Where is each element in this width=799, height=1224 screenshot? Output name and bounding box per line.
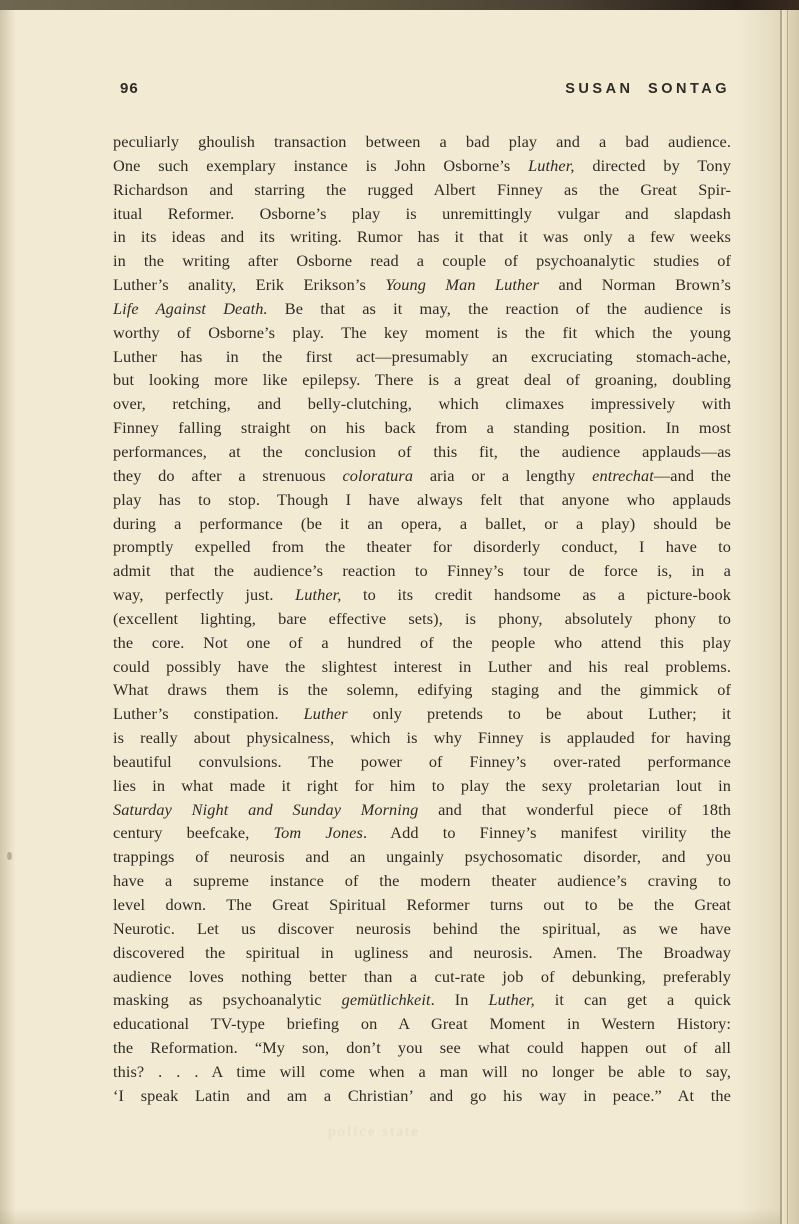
book-page-edges	[782, 10, 799, 1224]
bottom-edge-shade	[0, 1208, 782, 1224]
text-line: trappings of neurosis and an ungainly psychosomatic disorder, and you	[113, 847, 731, 867]
text-line: One such exemplary instance is John Osborne’s Luther, directed by Tony	[113, 155, 731, 175]
text-line: Finney falling straight on his back from a standing position. In most	[113, 418, 731, 438]
text-line: in the writing after Osborne read a couple of psychoanalytic studies of	[113, 251, 731, 271]
text-line: over, retching, and belly-clutching, which climaxes impressively with	[113, 394, 731, 414]
page-number: 96	[120, 80, 139, 97]
text-line: way, perfectly just. Luther, to its credit handsome as a picture-book	[113, 585, 731, 605]
scan-speck	[7, 852, 12, 860]
text-line: Neurotic. Let us discover neurosis behind the spiritual, as we have	[113, 918, 731, 938]
text-line: they do after a strenuous coloratura aria or a lengthy entrechat—and the	[113, 465, 732, 485]
text-line: Richardson and starring the rugged Albert Finney as the Great Spir-	[113, 179, 731, 199]
text-line: admit that the audience’s reaction to Finney’s tour de force is, in a	[113, 561, 731, 581]
text-line: What draws them is the solemn, edifying staging and the gimmick of	[113, 680, 731, 700]
page-curve-shadow	[738, 10, 780, 1224]
text-line: play has to stop. Though I have always felt that anyone who applauds	[113, 489, 731, 509]
text-line: ‘I speak Latin and am a Christian’ and go his way in peace.” At the	[113, 1085, 731, 1105]
text-line: (excellent lighting, bare effective sets), is phony, absolutely phony to	[113, 608, 731, 628]
body-text-block	[113, 130, 731, 1108]
text-line: this? . . . A time will come when a man will no longer be able to say,	[113, 1061, 731, 1081]
text-line: Life Against Death. Be that as it may, the reaction of the audience is	[113, 298, 731, 318]
text-line: in its ideas and its writing. Rumor has it that it was only a few weeks	[113, 227, 731, 247]
text-line: but looking more like epilepsy. There is a great deal of groaning, doubling	[113, 370, 731, 390]
text-line: peculiarly ghoulish transaction between a bad play and a bad audience.	[113, 132, 731, 151]
running-head	[120, 80, 730, 97]
text-line: level down. The Great Spiritual Reformer turns out to be the Great	[113, 895, 731, 914]
left-edge-shade	[0, 10, 16, 1224]
text-line: Luther’s anality, Erik Erikson’s Young Man Luther and Norman Brown’s	[113, 275, 731, 295]
text-line: the Reformation. “My son, don’t you see what could happen out of all	[113, 1038, 731, 1058]
text-line: itual Reformer. Osborne’s play is unremittingly vulgar and slapdash	[113, 203, 731, 223]
text-line: performances, at the conclusion of this fit, the audience applauds—as	[113, 441, 731, 461]
running-header-author: SUSAN SONTAG	[565, 81, 730, 97]
text-line: discovered the spiritual in ugliness and neurosis. Amen. The Broadway	[113, 942, 731, 962]
text-line: masking as psychoanalytic gemütlichkeit. In Luther, it can get a quick	[113, 990, 731, 1010]
text-line: have a supreme instance of the modern theater audience’s craving to	[113, 871, 731, 891]
text-line: worthy of Osborne’s play. The key moment is the fit which the young	[113, 322, 731, 342]
text-line: is really about physicalness, which is why Finney is applauded for having	[113, 728, 731, 748]
text-line: educational TV-type briefing on A Great Moment in Western History:	[113, 1014, 731, 1034]
text-line: Luther has in the first act—presumably an excruciating stomach-ache,	[113, 346, 731, 366]
text-line: during a performance (be it an opera, a ballet, or a play) should be	[113, 513, 731, 533]
text-line: century beefcake, Tom Jones. Add to Finney’s manifest virility the	[113, 823, 732, 843]
text-line: Saturday Night and Sunday Morning and that wonderful piece of 18th	[113, 799, 731, 819]
text-line: could possibly have the slightest interest in Luther and his real problems.	[113, 656, 731, 676]
text-line: audience loves nothing better than a cut-rate job of debunking, preferably	[113, 966, 731, 986]
scan-top-edge	[0, 0, 799, 10]
text-line: lies in what made it right for him to play the sexy proletarian lout in	[113, 775, 731, 795]
text-line: the core. Not one of a hundred of the people who attend this play	[113, 632, 731, 652]
text-line: beautiful convulsions. The power of Finney’s over-rated performance	[113, 751, 731, 771]
text-line: Luther’s constipation. Luther only pretends to be about Luther; it	[113, 704, 731, 724]
text-line: promptly expelled from the theater for disorderly conduct, I have to	[113, 537, 731, 557]
verso-show-through-text: police state	[328, 1124, 420, 1140]
